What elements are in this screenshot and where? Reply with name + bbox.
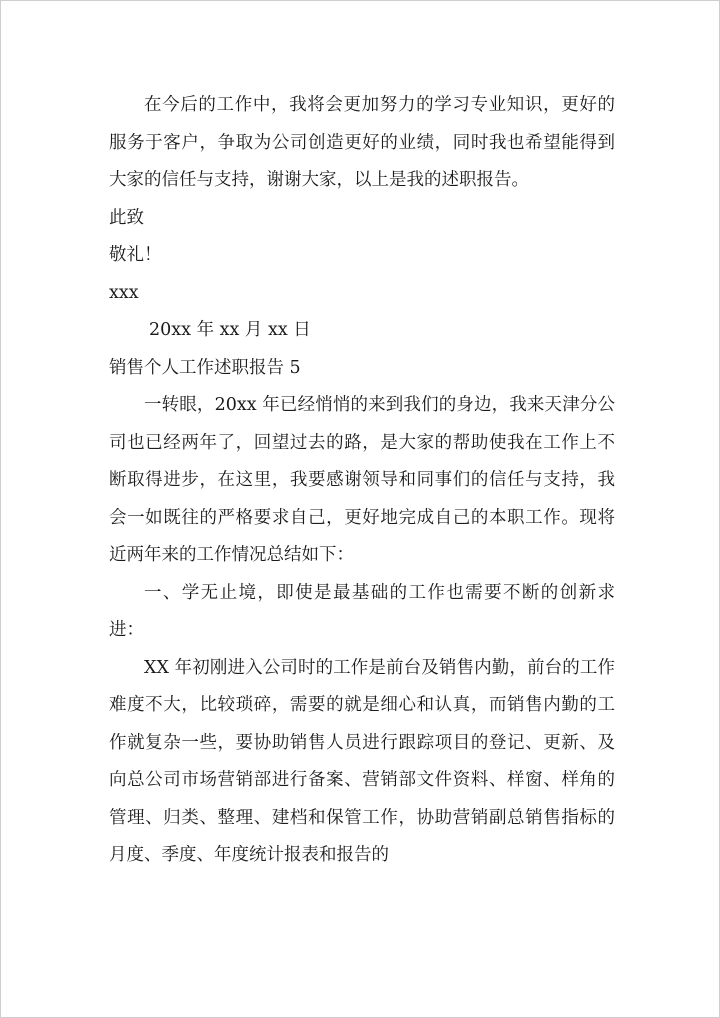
signature: xxx — [109, 282, 139, 303]
date-line: 20xx 年 xx 月 xx 日 — [149, 320, 311, 340]
heading-one: 一、学无止境，即使是最基础的工作也需要不断的创新求进： — [109, 582, 615, 640]
intro-paragraph: 一转眼，20xx 年已经悄悄的来到我们的身边，我来天津分公司也已经两年了，回望过去的路，是大家的帮助使我在工作上不断取得进步，在这里，我要感谢领导和同事们的信任与支持，我会一如既往的严格要求自己，更好地完成自己的本职工作。现将近两年来的工作情况总结如下： — [109, 395, 615, 565]
closing-paragraph: 在今后的工作中，我将会更加努力的学习专业知识，更好的服务于客户，争取为公司创造更好的业绩，同时我也希望能得到大家的信任与支持，谢谢大家，以上是我的述职报告。 — [109, 95, 615, 190]
body-paragraph: XX 年初刚进入公司时的工作是前台及销售内勤，前台的工作难度不大，比较琐碎，需要的就是细心和认真，而销售内勤的工作就复杂一些，要协助销售人员进行跟踪项目的登记、更新、及向总公司市场营销部进行备案、营销部文件资料、样窗、样角的管理、归类、整理、建档和保管工作，协助营销副总销售指标的月度、季度、年度统计报表和报告的 — [109, 657, 615, 865]
salutation-line-1: 此致 — [109, 207, 144, 228]
section-title: 销售个人工作述职报告 5 — [109, 357, 301, 378]
salutation-line-2: 敬礼！ — [109, 245, 162, 265]
document-body — [109, 87, 615, 875]
